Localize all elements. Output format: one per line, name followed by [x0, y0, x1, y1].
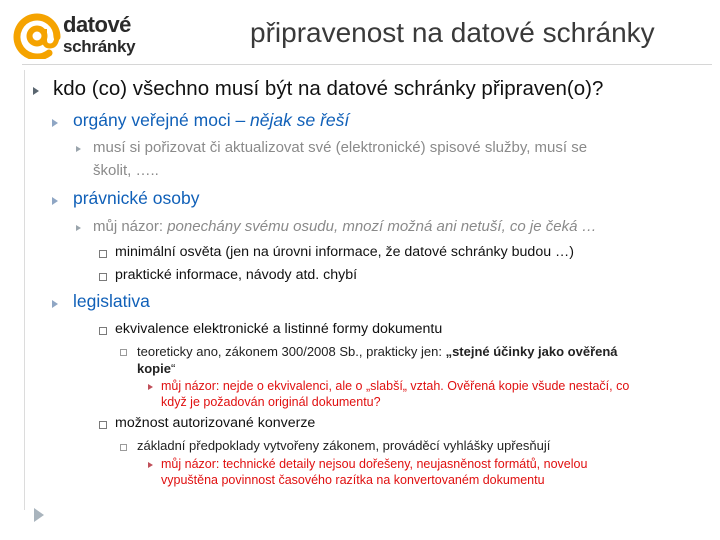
item-ovm-detail-line1: musí si pořizovat či aktualizovat své (elektronické) spisové služby, musí se [93, 139, 588, 156]
at-sign-logo-icon [13, 13, 61, 59]
item-leg-sub1-bold: „stejné účinky jako ověřená [445, 344, 618, 359]
item-leg-sub2: základní předpoklady vytvořeny zákonem, prováděcí vyhlášky upřesňují [137, 438, 551, 453]
main-question: kdo (co) všechno musí být na datové schránky připraven(o)? [53, 77, 604, 100]
item-leg-opinion1-line2: když je požadován originál dokumentu? [161, 395, 381, 409]
item-leg-sub1-quote: “ [170, 361, 176, 376]
item-leg-opinion1-line1: můj názor: nejde o ekvivalenci, ale o „slabší„ vztah. Ověřená kopie všude nestačí, co [161, 379, 630, 393]
title-divider [22, 64, 712, 65]
item-po: právnické osoby [73, 188, 200, 208]
square-bullet-icon [99, 273, 107, 281]
slide-title: připravenost na datové schránky [250, 17, 655, 48]
bullet-arrow-icon [148, 462, 153, 468]
item-po-opinion [93, 218, 597, 235]
bullet-arrow-icon [33, 87, 39, 95]
bullet-arrow-icon [52, 197, 58, 205]
item-leg-sub1-line2 [137, 361, 175, 376]
item-ovm-detail-line2: školit, ….. [93, 162, 159, 179]
left-vertical-rule [24, 70, 25, 510]
bullet-arrow-icon [76, 225, 81, 231]
square-bullet-icon [99, 327, 107, 335]
square-bullet-icon [120, 349, 127, 356]
bottom-bullet-arrow-icon [34, 508, 44, 522]
item-leg-point1: ekvivalence elektronické a listinné formy dokumentu [115, 321, 443, 337]
item-po-opinion-text: ponechány svému osudu, mnozí možná ani netuší, co je čeká … [167, 218, 597, 235]
item-leg-opinion2-line2: vypuštěna povinnost časového razítka na konvertovaném dokumentu [161, 473, 545, 487]
item-po-opinion-label: můj názor: [93, 218, 168, 235]
logo-text-schranky: schránky [63, 37, 136, 56]
item-leg-sub1-text: teoreticky ano, zákonem 300/2008 Sb., prakticky jen: [137, 344, 446, 359]
item-leg-sub1-line1 [137, 344, 618, 359]
item-leg-point2: možnost autorizované konverze [115, 415, 316, 431]
datove-schranky-logo [13, 13, 153, 59]
bullet-arrow-icon [76, 146, 81, 152]
item-ovm-label: orgány veřejné moci – [73, 110, 251, 130]
item-legislativa: legislativa [73, 291, 150, 311]
item-po-point2: praktické informace, návody atd. chybí [115, 267, 358, 283]
square-bullet-icon [99, 250, 107, 258]
item-ovm-emphasis: nějak se řeší [250, 110, 350, 130]
item-po-point1: minimální osvěta (jen na úrovni informace, že datové schránky budou …) [115, 244, 574, 260]
item-leg-sub1-bold-cont: kopie [137, 361, 171, 376]
square-bullet-icon [99, 421, 107, 429]
bullet-arrow-icon [52, 300, 58, 308]
item-ovm [73, 110, 349, 131]
bullet-arrow-icon [52, 119, 58, 127]
square-bullet-icon [120, 444, 127, 451]
bullet-arrow-icon [148, 384, 153, 390]
logo-text-datove: datové [63, 12, 131, 37]
item-leg-opinion2-line1: můj názor: technické detaily nejsou dořešeny, neujasněnost formátů, novelou [161, 457, 588, 471]
